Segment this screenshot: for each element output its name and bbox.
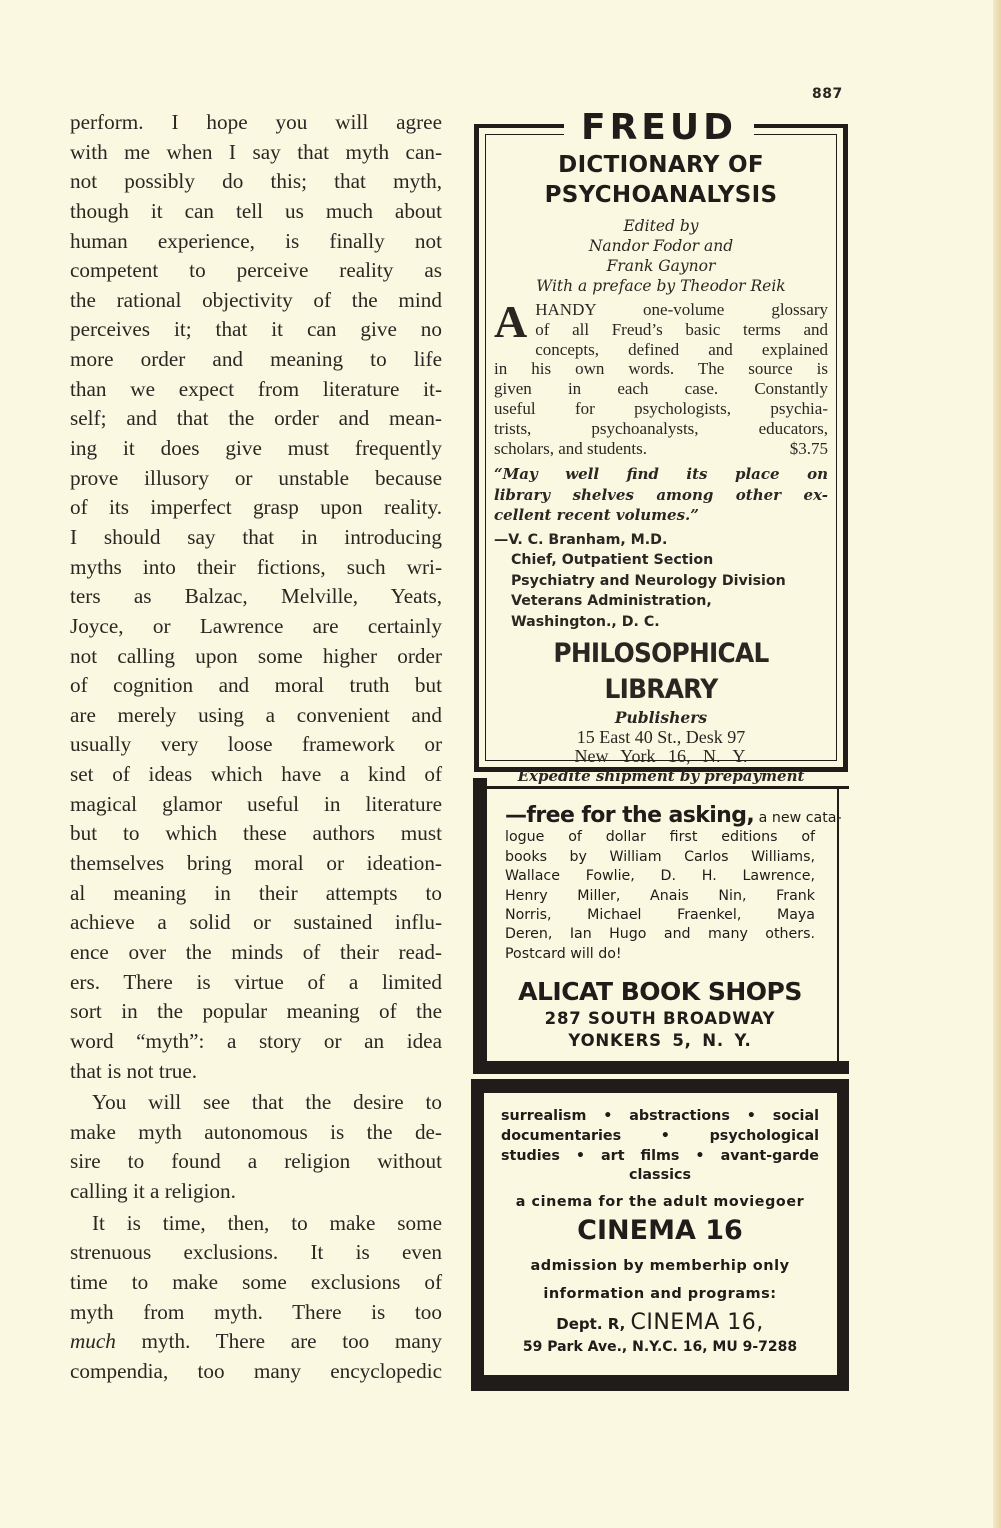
- article-paragraph-2: [70, 1088, 442, 1207]
- cinema-16-ad: [471, 1079, 849, 1391]
- desc-line: concepts, defined and explained: [535, 339, 828, 359]
- department-name: CINEMA 16,: [630, 1310, 764, 1336]
- book-description: [486, 296, 836, 458]
- price: $3.75: [789, 438, 828, 458]
- article-line: ers. There is virtue of a limited: [70, 969, 442, 994]
- alicat-book-shops-ad: [473, 778, 849, 1074]
- article-line: myths into their fictions, such wri-: [70, 554, 442, 579]
- publisher-role: Publishers: [614, 707, 708, 727]
- publisher-address-1: 15 East 40 St., Desk 97: [576, 726, 746, 747]
- preface-credit: With a preface by Theodor Reik: [536, 277, 786, 295]
- book-title-line-2: PSYCHOANALYSIS: [544, 182, 778, 208]
- quote-line: cellent recent volumes.”: [494, 506, 699, 525]
- page-number: 887: [812, 86, 843, 102]
- quote-line: “May well find its place on: [494, 465, 828, 484]
- desc-line: HANDY one-volume glossary: [535, 300, 828, 319]
- article-line: Joyce, or Lawrence are certainly: [70, 613, 442, 638]
- article-line: usually very loose framework or: [70, 732, 442, 757]
- cinema-name: CINEMA 16: [577, 1215, 743, 1247]
- article-line: compendia, too many encyclopedic: [70, 1358, 442, 1383]
- article-line: human experience, is finally not: [70, 228, 442, 253]
- article-line: magical glamor useful in literature: [70, 791, 442, 816]
- admission-note: admission by memberhip only: [530, 1258, 790, 1275]
- attribution-line: Veterans Administration,: [511, 593, 712, 610]
- ad-border-right: [837, 786, 839, 1066]
- headline-rest: a new cata-: [754, 810, 842, 826]
- editors-line-1: Nandor Fodor and: [588, 237, 734, 255]
- article-line: of cognition and moral truth but: [70, 673, 442, 698]
- shop-address-1: 287 SOUTH BROADWAY: [544, 1009, 776, 1029]
- article-line: I should say that in introducing: [70, 524, 442, 549]
- editors-line-2: Frank Gaynor: [606, 257, 716, 275]
- article-line: It is time, then, to make some: [92, 1210, 442, 1235]
- article-line: sort in the popular meaning of the: [70, 999, 442, 1024]
- ad-content: [501, 1107, 819, 1357]
- department-line: [501, 1310, 819, 1337]
- review-quote: [486, 464, 836, 526]
- ad-border-left: [471, 1079, 484, 1391]
- desc-line: Wallace Fowlie, D. H. Lawrence,: [505, 868, 815, 885]
- article-line: ence over the minds of their read-: [70, 939, 442, 964]
- article-line: with me when I say that myth can-: [70, 139, 442, 164]
- article-line: calling it a religion.: [70, 1179, 236, 1204]
- article-line: prove illusory or unstable because: [70, 465, 442, 490]
- article-line: that is not true.: [70, 1058, 198, 1083]
- edited-by: Edited by: [623, 217, 699, 235]
- desc-line: [494, 439, 828, 459]
- article-line: You will see that the desire to: [92, 1090, 442, 1115]
- desc-line: useful for psychologists, psychia-: [494, 398, 828, 418]
- quote-line: library shelves among other ex-: [494, 485, 828, 504]
- genre-line: documentaries • psychological: [501, 1127, 819, 1144]
- desc-line: logue of dollar first editions of: [505, 829, 815, 846]
- attribution-name: —V. C. Branham, M.D.: [494, 531, 668, 548]
- drop-cap: A: [494, 296, 528, 347]
- article-line: strenuous exclusions. It is even: [70, 1240, 442, 1265]
- article-line: not calling upon some higher order: [70, 643, 442, 668]
- article-line: but to which these authors must: [70, 821, 442, 846]
- ad-border-left: [473, 778, 487, 1074]
- info-label: information and programs:: [543, 1286, 777, 1303]
- ad-border-bottom: [473, 1061, 849, 1074]
- article-line: of its imperfect grasp upon reality.: [70, 495, 442, 520]
- desc-line: Henry Miller, Anais Nin, Frank: [505, 887, 815, 904]
- article-line: though it can tell us much about: [70, 198, 442, 223]
- freud-dictionary-ad: [474, 107, 848, 785]
- ad-border-top: [487, 786, 849, 789]
- shop-name: ALICAT BOOK SHOPS: [518, 977, 802, 1007]
- quote-attribution: [486, 530, 836, 632]
- article-line: word “myth”: a story or an idea: [70, 1028, 442, 1053]
- genre-line: classics: [629, 1167, 691, 1184]
- desc-line: Postcard will do!: [505, 945, 622, 962]
- article-line: themselves bring moral or ideation-: [70, 851, 442, 876]
- article-line: achieve a solid or sustained influ-: [70, 910, 442, 935]
- article-line-rest: myth. There are too many: [115, 1329, 442, 1354]
- headline-line: [505, 803, 842, 828]
- article-line: perform. I hope you will agree: [70, 110, 442, 134]
- ad-border-top: [471, 1079, 849, 1093]
- article-line: [70, 1327, 442, 1357]
- desc-last: scholars, and students.: [494, 438, 647, 458]
- attribution-line: Chief, Outpatient Section: [511, 552, 714, 569]
- article-line: than we expect from literature it-: [70, 376, 442, 401]
- genre-list: [501, 1107, 819, 1186]
- attribution-line: Psychiatry and Neurology Division: [511, 572, 786, 589]
- article-line: self; and that the order and mean-: [70, 406, 442, 431]
- desc-line: Deren, Ian Hugo and many others.: [505, 926, 815, 943]
- article-line: time to make some exclusions of: [70, 1269, 442, 1294]
- article-line: ing it does give must frequently: [70, 436, 442, 461]
- desc-line: books by William Carlos Williams,: [505, 848, 815, 865]
- article-line: set of ideas which have a kind of: [70, 762, 442, 787]
- article-paragraph-1: [70, 108, 442, 1086]
- desc-line: of all Freud’s basic terms and: [535, 319, 828, 339]
- article-line: sire to found a religion without: [70, 1149, 442, 1174]
- desc-line: trists, psychoanalysts, educators,: [494, 418, 828, 438]
- article-line: make myth autonomous is the de-: [70, 1119, 442, 1144]
- page-edge: [993, 0, 1001, 1528]
- article-column: [70, 108, 442, 1387]
- attribution-line: Washington., D. C.: [511, 613, 660, 630]
- desc-line: in his own words. The source is: [494, 359, 828, 379]
- ad-content: [486, 150, 836, 786]
- article-line: the rational objectivity of the mind: [70, 287, 442, 312]
- headline: —free for the asking,: [505, 803, 755, 828]
- article-line: competent to perceive reality as: [70, 258, 442, 283]
- article-line: are merely using a convenient and: [70, 702, 442, 727]
- shop-address-2: YONKERS 5, N. Y.: [568, 1031, 752, 1051]
- ad-border-bottom: [471, 1375, 849, 1391]
- publisher-address-2: New York 16, N. Y.: [574, 745, 748, 766]
- article-line: ters as Balzac, Melville, Yeats,: [70, 584, 442, 609]
- genre-line: surrealism • abstractions • social: [501, 1108, 819, 1124]
- emphasis-word: much: [70, 1329, 116, 1354]
- ad-title: FREUD: [564, 108, 754, 148]
- book-title-line-1: DICTIONARY OF: [558, 152, 764, 178]
- article-line: more order and meaning to life: [70, 347, 442, 372]
- genre-line: studies • art films • avant-garde: [501, 1147, 819, 1164]
- ad-content: [505, 803, 842, 1052]
- cinema-address: 59 Park Ave., N.Y.C. 16, MU 9-7288: [522, 1339, 798, 1356]
- article-paragraph-3: [70, 1209, 442, 1387]
- desc-line: Norris, Michael Fraenkel, Maya: [505, 907, 815, 924]
- catalogue-description: [505, 803, 842, 964]
- ad-border-right: [837, 1079, 849, 1391]
- article-line: not possibly do this; that myth,: [70, 169, 442, 194]
- article-line: al meaning in their attempts to: [70, 880, 442, 905]
- desc-line: given in each case. Constantly: [494, 379, 828, 399]
- article-line: perceives it; that it can give no: [70, 317, 442, 342]
- publisher-name: PHILOSOPHICAL LIBRARY: [553, 637, 769, 705]
- shipment-note: Expedite shipment by prepayment: [517, 766, 805, 785]
- department: Dept. R,: [556, 1315, 626, 1334]
- article-line: myth from myth. There is too: [70, 1299, 442, 1324]
- tagline: a cinema for the adult moviegoer: [515, 1194, 805, 1211]
